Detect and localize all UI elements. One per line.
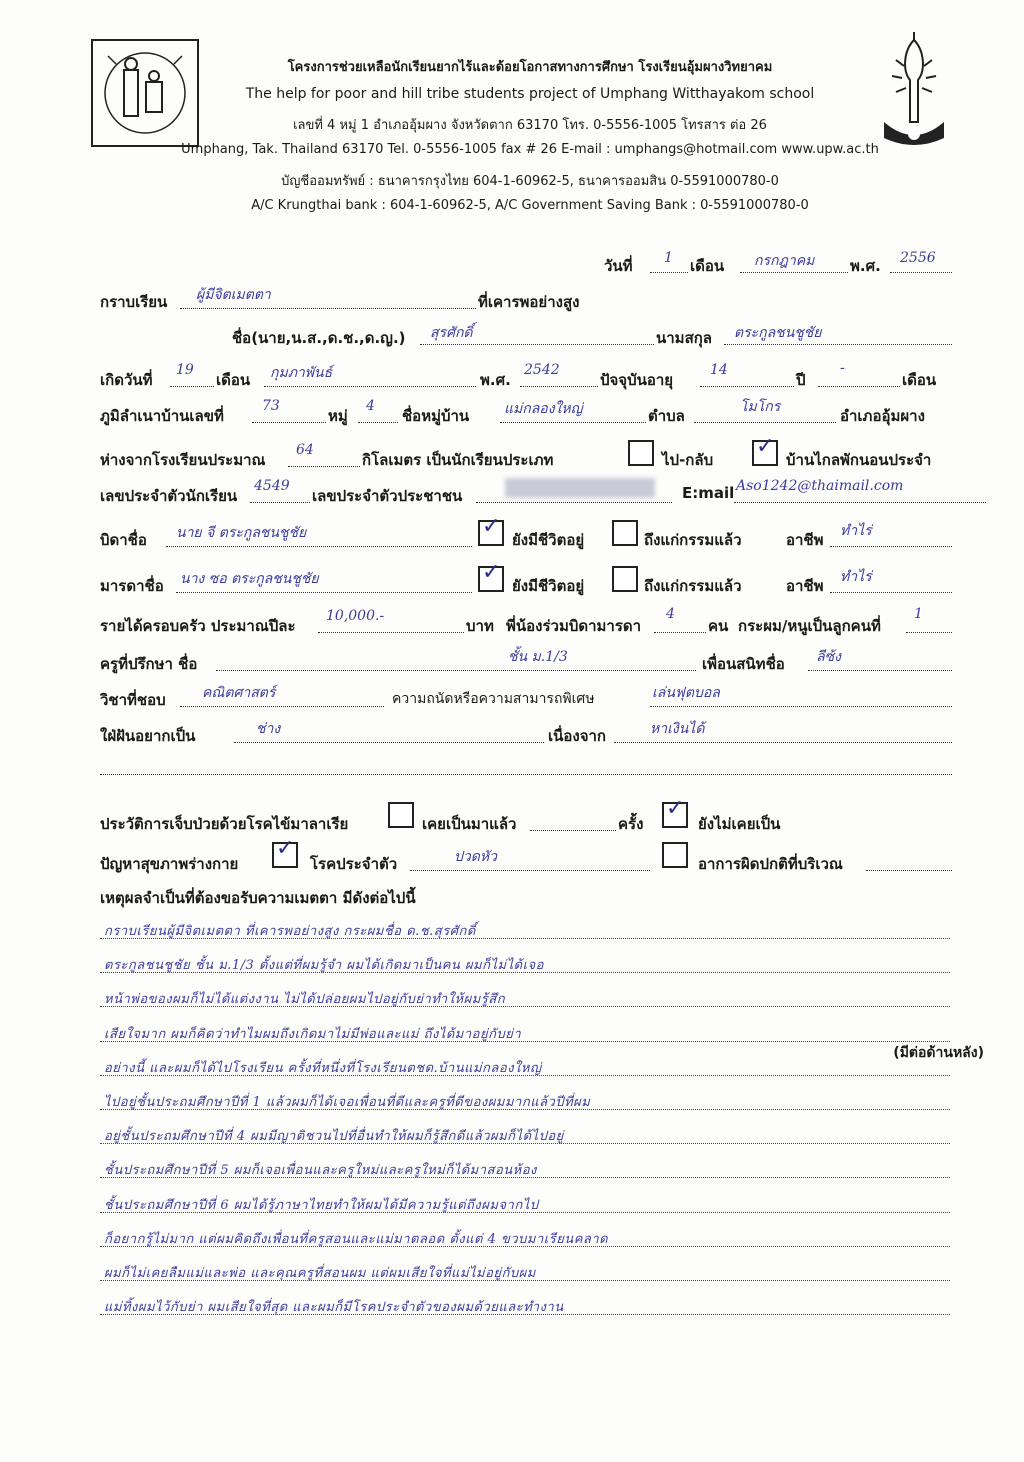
date-month-label: เดือน: [690, 257, 725, 275]
email-value: Aso1242@thaimail.com: [736, 478, 904, 494]
birth-year-label: พ.ศ.: [480, 371, 511, 389]
birth-year: 2542: [524, 362, 560, 378]
essay-line: ก็อยากรู้ไม่มาก แต่ผมคิดถึงเพื่อนที่ครูสอนและแม่มาตลอด ตั้งแต่ 4 ขวบมาเรียนคลาด: [104, 1232, 609, 1247]
age-label: ปัจจุบันอายุ: [600, 371, 674, 389]
birth-month: กุมภาพันธ์: [270, 365, 333, 381]
father-alive-checkbox[interactable]: [478, 514, 504, 546]
checkmark-icon: ✓: [482, 514, 501, 539]
health-label: ปัญหาสุขภาพร่างกาย: [100, 855, 239, 873]
citizen-id-label: เลขประจำตัวประชาชน: [312, 487, 463, 505]
date-day-label: วันที่: [604, 257, 633, 275]
essay-line: ตระกูลชนชูชัย ชั้น ม.1/3 ตั้งแต่ที่ผมรู้จำ ผมได้เกิดมาเป็นคน ผมก็ไม่ได้เจอ: [104, 958, 544, 973]
home-number: 73: [262, 398, 280, 414]
birth-day: 19: [176, 362, 194, 378]
essay-line: เสียใจมาก ผมก็คิดว่าทำไมผมถึงเกิดมาไม่มีพ่อและแม่ ถึงได้มาอยู่กับย่า: [104, 1027, 522, 1042]
header-address-en: Umphang, Tak. Thailand 63170 Tel. 0-5556-1005 fax # 26 E-mail : umphangs@hotmail.com www.upw.ac.th: [181, 142, 879, 157]
date-month: กรกฎาคม: [754, 253, 815, 269]
malaria-had-checkbox[interactable]: [388, 802, 414, 828]
siblings-unit: คน: [708, 617, 729, 635]
essay-line: ชั้นประถมศึกษาปีที่ 5 ผมก็เจอเพื่อนและครูใหม่และครูใหม่ก็ได้มาสอนห้อง: [104, 1163, 537, 1178]
age-month-unit: เดือน: [902, 371, 937, 389]
talent-label: ความถนัดหรือความสามารถพิเศษ: [392, 691, 595, 707]
student-id-label: เลขประจำตัวนักเรียน: [100, 487, 238, 505]
teacher-label: ครูที่ปรึกษา ชื่อ: [100, 655, 198, 673]
home-label: ภูมิลำเนาบ้านเลขที่: [100, 407, 224, 425]
mother-job: ทำไร่: [840, 569, 872, 585]
essay-line: อยู่ชั้นประถมศึกษาปีที่ 4 ผมมีญาติชวนไปที่อื่นทำให้ผมก็รู้สึกดีแล้วผมก็ได้ไปอยู่: [104, 1129, 564, 1144]
home-village: แม่กลองใหญ่: [504, 401, 583, 417]
class-value: ชั้น ม.1/3: [508, 649, 568, 665]
chronic-disease-label: โรคประจำตัว: [310, 855, 398, 873]
commute-checkbox[interactable]: [628, 440, 654, 466]
surname-label: นามสกุล: [656, 329, 712, 347]
mother-label: มารดาชื่อ: [100, 577, 164, 595]
mother-name: นาง ซอ ตระกูลชนชูชัย: [180, 571, 319, 587]
income-unit: บาท: [466, 617, 494, 635]
age-value: 14: [710, 362, 728, 378]
age-year-unit: ปี: [796, 371, 806, 389]
surname-value: ตระกูลชนชูชัย: [734, 325, 822, 341]
friend-label: เพื่อนสนิทชื่อ: [702, 655, 785, 673]
header-title-th: โครงการช่วยเหลือนักเรียนยากไร้และด้อยโอกาสทางการศึกษา โรงเรียนอุ้มผางวิทยาคม: [287, 60, 773, 75]
father-job: ทำไร่: [840, 523, 872, 539]
student-id: 4549: [254, 478, 290, 494]
boarding-checkbox[interactable]: [752, 434, 778, 466]
siblings-label: พี่น้องร่วมบิดามารดา: [506, 617, 642, 635]
distance-label: ห่างจากโรงเรียนประมาณ: [100, 451, 266, 469]
birth-day-label: เกิดวันที่: [100, 371, 153, 389]
malaria-had-label: เคยเป็นมาแล้ว: [422, 815, 517, 833]
mother-dead-label: ถึงแก่กรรมแล้ว: [644, 577, 742, 595]
essay-line: กราบเรียนผู้มีจิตเมตตา ที่เคารพอย่างสูง กระผมชื่อ ด.ช.สุรศักดิ์: [104, 924, 476, 939]
greeting-value: ผู้มีจิตเมตตา: [196, 287, 271, 303]
subject-value: คณิตศาสตร์: [202, 685, 276, 701]
header-bank-th: บัญชีออมทรัพย์ : ธนาคารกรุงไทย 604-1-60962-5, ธนาคารออมสิน 0-5591000780-0: [281, 174, 779, 189]
dream-value: ช่าง: [256, 721, 281, 737]
home-district-label: อำเภออุ้มผาง: [840, 407, 925, 425]
checkmark-icon: ✓: [666, 796, 685, 821]
checkmark-icon: ✓: [482, 560, 501, 585]
essay-line: แม่ทิ้งผมไว้กับย่า ผมเสียใจที่สุด และผมก็มีโรคประจำตัวของผมด้วยและทำงาน: [104, 1300, 564, 1315]
birth-month-label: เดือน: [216, 371, 251, 389]
malaria-times-label: ครั้ง: [618, 815, 644, 833]
mother-alive-label: ยังมีชีวิตอยู่: [512, 577, 585, 595]
chronic-disease-value: ปวดหัว: [454, 849, 497, 865]
mother-job-label: อาชีพ: [786, 577, 824, 595]
dream-label: ใฝ่ฝันอยากเป็น: [100, 727, 196, 745]
home-subdistrict: โมโกร: [740, 399, 781, 415]
father-name: นาย จี ตระกูลชนชูชัย: [176, 525, 307, 541]
name-value: สุรศักดิ์: [430, 325, 473, 341]
dream-reason-label: เนื่องจาก: [548, 727, 607, 745]
home-moo-label: หมู่: [328, 407, 348, 425]
father-job-label: อาชีพ: [786, 531, 824, 549]
abnormality-checkbox[interactable]: [662, 842, 688, 868]
father-dead-label: ถึงแก่กรรมแล้ว: [644, 531, 742, 549]
father-alive-label: ยังมีชีวิตอยู่: [512, 531, 585, 549]
boarding-label: บ้านไกลพักนอนประจำ: [786, 451, 932, 469]
age-months: -: [840, 360, 845, 376]
essay-line: ผมก็ไม่เคยลืมแม่และพ่อ และคุณครูที่สอนผม แต่ผมเสียใจที่แม่ไม่อยู่กับผม: [104, 1266, 536, 1281]
birth-order-label: กระผม/หนูเป็นลูกคนที่: [738, 617, 881, 635]
subject-label: วิชาที่ชอบ: [100, 691, 166, 709]
abnormality-label: อาการผิดปกติที่บริเวณ: [698, 855, 843, 873]
father-dead-checkbox[interactable]: [612, 520, 638, 546]
essay-line: ชั้นประถมศึกษาปีที่ 6 ผมได้รู้ภาษาไทยทำให้ผมได้มีความรู้แต่ถึงผมจากไป: [104, 1198, 539, 1213]
checkmark-icon: ✓: [276, 836, 295, 861]
home-moo: 4: [366, 398, 375, 414]
siblings-value: 4: [666, 606, 675, 622]
greeting-label: กราบเรียน: [100, 293, 168, 311]
email-label: E:mail: [682, 484, 735, 502]
header-title-en: The help for poor and hill tribe students project of Umphang Witthayakom school: [245, 86, 815, 102]
mother-dead-checkbox[interactable]: [612, 566, 638, 592]
malaria-never-checkbox[interactable]: [662, 796, 688, 828]
reason-header: เหตุผลจำเป็นที่ต้องขอรับความเมตตา มีดังต่อไปนี้: [100, 889, 416, 907]
header-address-th: เลขที่ 4 หมู่ 1 อำเภออุ้มผาง จังหวัดตาก 63170 โทร. 0-5556-1005 โทรสาร ต่อ 26: [293, 118, 767, 133]
header-bank-en: A/C Krungthai bank : 604-1-60962-5, A/C Government Saving Bank : 0-5591000780-0: [251, 198, 809, 213]
malaria-label: ประวัติการเจ็บป่วยด้วยโรคไข้มาลาเรีย: [100, 815, 349, 833]
friend-value: ลีซ้ง: [816, 649, 841, 665]
home-village-label: ชื่อหมู่บ้าน: [402, 407, 470, 425]
date-year: 2556: [900, 250, 936, 266]
name-label: ชื่อ(นาย,น.ส.,ด.ช.,ด.ญ.): [232, 329, 406, 347]
home-subdistrict-label: ตำบล: [648, 407, 685, 425]
income-label: รายได้ครอบครัว ประมาณปีละ: [100, 617, 296, 635]
essay-line: หน้าพ่อของผมก็ไม่ได้แต่งงาน ไม่ได้ปล่อยผมไปอยู่กับย่าทำให้ผมรู้สึก: [104, 992, 506, 1007]
essay-line: ไปอยู่ชั้นประถมศึกษาปีที่ 1 แล้วผมก็ได้เจอเพื่อนที่ดีและครูที่ดีของผมมากแล้วปีที่ผม: [104, 1095, 591, 1110]
distance-value: 64: [296, 442, 314, 458]
birth-order: 1: [914, 606, 923, 622]
commute-label: ไป-กลับ: [662, 451, 714, 469]
father-label: บิดาชื่อ: [100, 531, 147, 549]
date-day: 1: [664, 250, 673, 266]
continued-note: (มีต่อด้านหลัง): [893, 1045, 984, 1061]
mother-alive-checkbox[interactable]: [478, 560, 504, 592]
essay-line: อย่างนี้ และผมก็ได้ไปโรงเรียน ครั้งที่หนึ่งที่โรงเรียนตชด.บ้านแม่กลองใหญ่: [104, 1061, 542, 1076]
checkmark-icon: ✓: [756, 434, 775, 459]
chronic-disease-checkbox[interactable]: [272, 836, 298, 868]
date-year-label: พ.ศ.: [850, 257, 881, 275]
dream-reason: หาเงินได้: [650, 721, 705, 737]
income-value: 10,000.-: [326, 608, 385, 624]
citizen-id-redacted: [505, 478, 655, 498]
talent-value: เล่นฟุตบอล: [652, 685, 720, 701]
greeting-suffix: ที่เคารพอย่างสูง: [478, 293, 580, 311]
malaria-never-label: ยังไม่เคยเป็น: [698, 815, 781, 833]
distance-unit: กิโลเมตร เป็นนักเรียนประเภท: [362, 451, 554, 469]
